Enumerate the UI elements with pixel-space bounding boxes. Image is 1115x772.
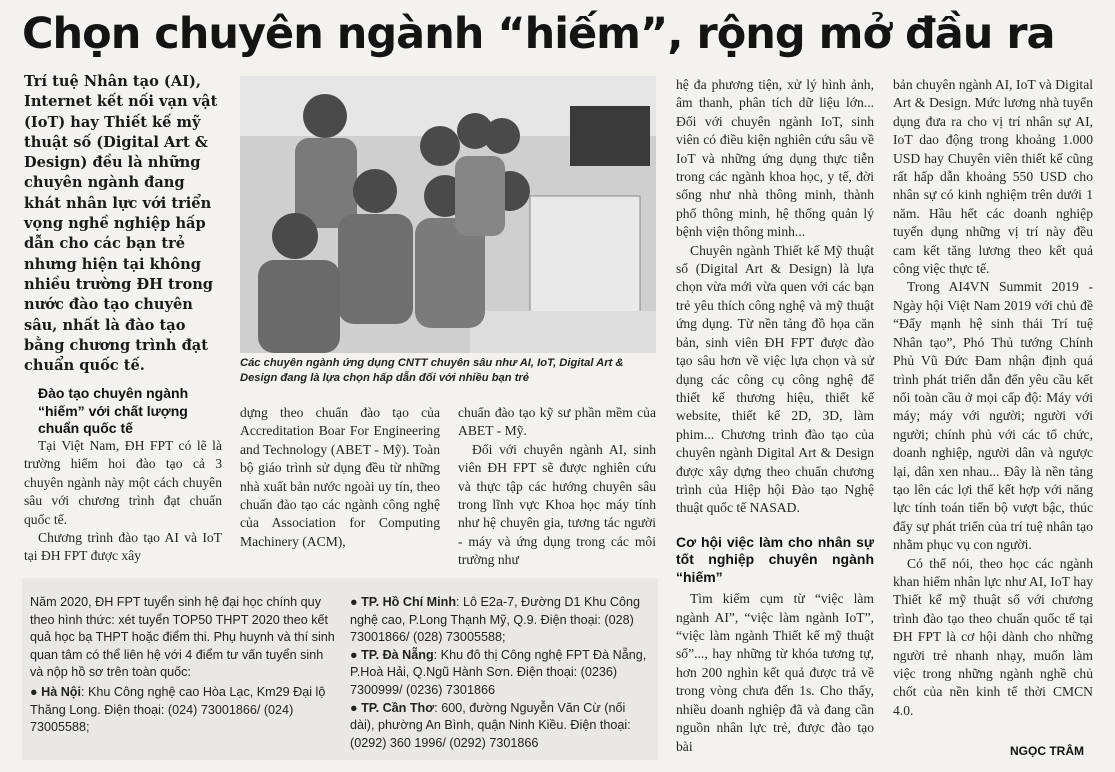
- section-heading-training: Đào tạo chuyên ngành “hiếm” với chất lượng chuẩn quốc tế: [38, 385, 189, 436]
- contact-label: TP. Đà Nẵng: [361, 647, 434, 662]
- bullet-icon: ●: [30, 684, 38, 699]
- paragraph: Đối với chuyên ngành AI, sinh viên ĐH FPT sẽ được nghiên cứu và thực tập các hướng chuyên sâu trong lĩnh vực Khoa học máy tính như hệ chuyên gia, tương tác người - máy và ứng dụng trong các môi trường như: [458, 441, 656, 568]
- column-5: [893, 76, 1093, 720]
- contact-hanoi: [30, 684, 336, 737]
- bullet-icon: ●: [350, 700, 358, 715]
- contact-text: : Khu đô thị Công nghệ FPT Đà Nẵng, P.Hoà Hải, Q.Ngũ Hành Sơn. Điện thoại: (0236) 7300999/ (0236) 7301866: [350, 647, 647, 697]
- paragraph: hệ đa phương tiện, xử lý hình ảnh, âm thanh, phân tích dữ liệu lớn... Đối với chuyên ngành IoT, sinh viên có điều kiện nghiên cứu sâu về IoT và những ứng dụng thực tiễn trong các ngành khoa học, y tế, đời sống như nhà thông minh, thành phố thông minh, hệ thống quản lý bệnh viện thông minh...: [676, 77, 874, 240]
- column-2: [240, 404, 440, 551]
- lead-paragraph: Trí tuệ Nhân tạo (AI), Internet kết nối vạn vật (IoT) hay Thiết kế mỹ thuật số (Digital Art & Design) đều là những chuyên ngành đang khát nhân lực với triển vọng nghề nghiệp hấp dẫn cho các bạn trẻ nhưng hiện tại không nhiều trường ĐH trong nước đào tạo chuyên sâu, nhất là đào tạo bằng chương trình đạt chuẩn quốc tế.: [24, 73, 218, 375]
- contact-label: Hà Nội: [41, 684, 81, 699]
- infobox-left: [30, 594, 336, 737]
- column-1: [24, 437, 222, 566]
- paragraph: Có thể nói, theo học các ngành khan hiếm nhân lực như AI, IoT hay Thiết kế mỹ thuật số với chương trình đào tạo theo chuẩn quốc tế tại ĐH FPT là cơ hội dành cho những người trẻ nhanh nhạy, muốn làm việc trong những ngành nghề chủ chốt của nền kinh tế thời CMCN 4.0.: [893, 555, 1093, 718]
- section-heading-jobs: Cơ hội việc làm cho nhân sự tốt nghiệp chuyên ngành “hiếm”: [676, 533, 874, 585]
- contact-hcm: [350, 594, 650, 647]
- photo-students-at-computer: [240, 76, 656, 353]
- contact-danang: [350, 647, 650, 700]
- contact-label: TP. Hồ Chí Minh: [361, 595, 457, 609]
- paragraph: Tìm kiếm cụm từ “việc làm ngành AI”, “việc làm ngành IoT”, “việc làm ngành Thiết kế mỹ thuật số”..., hay những từ khóa tương tự, hơn 200 nghìn kết quả được trả về trong vòng chưa đến 1s. Cho thấy, nhiều doanh nghiệp đã và đang cần nguồn nhân lực trẻ, được đào tạo bài: [676, 591, 874, 754]
- paragraph: Chuyên ngành Thiết kế Mỹ thuật số (Digital Art & Design) là lựa chọn vừa mới vừa quen với các bạn trẻ yêu thích công nghệ và mỹ thuật ứng dụng. Từ nền tảng đồ họa căn bản, sinh viên ĐH FPT được đào tạo sâu hơn về việc lựa chọn và sử dụng các công cụ công nghệ để thiết kế thương hiệu, thiết kế website, thiết kế 2D, 3D, làm phim... Chương trình đào tạo của chuyên ngành Digital Art & Design được xây dựng theo chuẩn chương trình của Hiệp hội Đào tạo Nghệ thuật quốc tế NASAD.: [676, 242, 874, 516]
- column-3: [458, 404, 656, 570]
- paragraph: bản chuyên ngành AI, IoT và Digital Art & Design. Mức lương nhà tuyển dụng đưa ra cho vị trí nhân sự AI, IoT dao động trong khoảng 1.000 USD hay Chuyên viên thiết kế cũng rất hấp dẫn khoảng 550 USD cho nhân sự có kinh nghiệm trên dưới 1 năm. Hầu hết các doanh nghiệp tuyển dụng những vị trí này đều cam kết tăng lương theo kết quả công việc thực tế.: [893, 77, 1093, 277]
- paragraph: chuẩn đào tạo kỹ sư phần mềm của ABET - Mỹ.: [458, 405, 656, 439]
- infobox-intro: Năm 2020, ĐH FPT tuyển sinh hệ đại học chính quy theo hình thức: xét tuyển TOP50 THPT 2020 theo kết quả học bạ THPT hoặc điểm thi. Phụ huynh và thí sinh quan tâm có thể liên hệ với 4 điểm tư vấn tuyển sinh và nộp hồ sơ trên toàn quốc:: [30, 595, 335, 680]
- column-4: [676, 76, 874, 756]
- infobox-right: [350, 594, 650, 752]
- paragraph: Chương trình đào tạo AI và IoT tại ĐH FPT được xây: [24, 530, 222, 564]
- byline: NGỌC TRÂM: [1010, 744, 1084, 758]
- headline: Chọn chuyên ngành “hiếm”, rộng mở đầu ra: [22, 9, 1055, 59]
- bullet-icon: ●: [350, 595, 358, 609]
- contact-text: : Khu Công nghệ cao Hòa Lạc, Km29 Đại lộ Thăng Long. Điện thoại: (024) 73001866/ (024) 73005588;: [30, 684, 326, 735]
- contact-label: TP. Cần Thơ: [361, 700, 435, 715]
- paragraph: Tại Việt Nam, ĐH FPT có lẽ là trường hiếm hoi đào tạo cả 3 chuyên ngành này một cách chuyên sâu với chương trình đạt chuẩn quốc tế.: [24, 438, 222, 527]
- paragraph: Trong AI4VN Summit 2019 - Ngày hội Việt Nam 2019 với chủ đề “Đẩy mạnh hệ sinh thái Trí tuệ Nhân tạo”, Phó Thủ tướng Chính Phủ Vũ Đức Đam nhận định quá trình phát triển dẫn đến yêu cầu kết nối toàn cầu ở mọi cấp độ: Máy với máy; máy với người; người với người; chính phủ với các tổ chức, doanh nghiệp, người dân và ngược lại, dân xen nhau... Đây là nền tảng tạo lên các lợi thế kết hợp với năng lực tính toán tiến bộ vượt bậc, thúc đẩy sự phát triển của trí tuệ nhân tạo nhằm phục vụ con người.: [893, 279, 1093, 553]
- admissions-info-box: [22, 578, 658, 760]
- photo-caption: Các chuyên ngành ứng dụng CNTT chuyên sâu như AI, IoT, Digital Art & Design đang là lựa chọn hấp dẫn đối với nhiều bạn trẻ: [240, 357, 624, 384]
- bullet-icon: ●: [350, 647, 358, 662]
- article-photo: [240, 76, 656, 353]
- contact-cantho: [350, 700, 650, 753]
- contact-text: : Lô E2a-7, Đường D1 Khu Công nghệ cao, P.Long Thạnh Mỹ, Q.9. Điện thoại: (028) 73001866/ (028) 73005588;: [350, 595, 641, 645]
- paragraph: dựng theo chuẩn đào tạo của Accreditation Boar For Engineering and Technology (ABET - Mỹ). Toàn bộ giáo trình sử dụng đều từ những nhà xuất bản nước ngoài uy tín, theo chuẩn đào tạo các ngành công nghệ của Association for Computing Machinery (ACM),: [240, 405, 440, 549]
- contact-text: : 600, đường Nguyễn Văn Cừ (nối dài), phường An Bình, quận Ninh Kiều. Điện thoại: (0292) 360 1996/ (0292) 7301866: [350, 700, 631, 750]
